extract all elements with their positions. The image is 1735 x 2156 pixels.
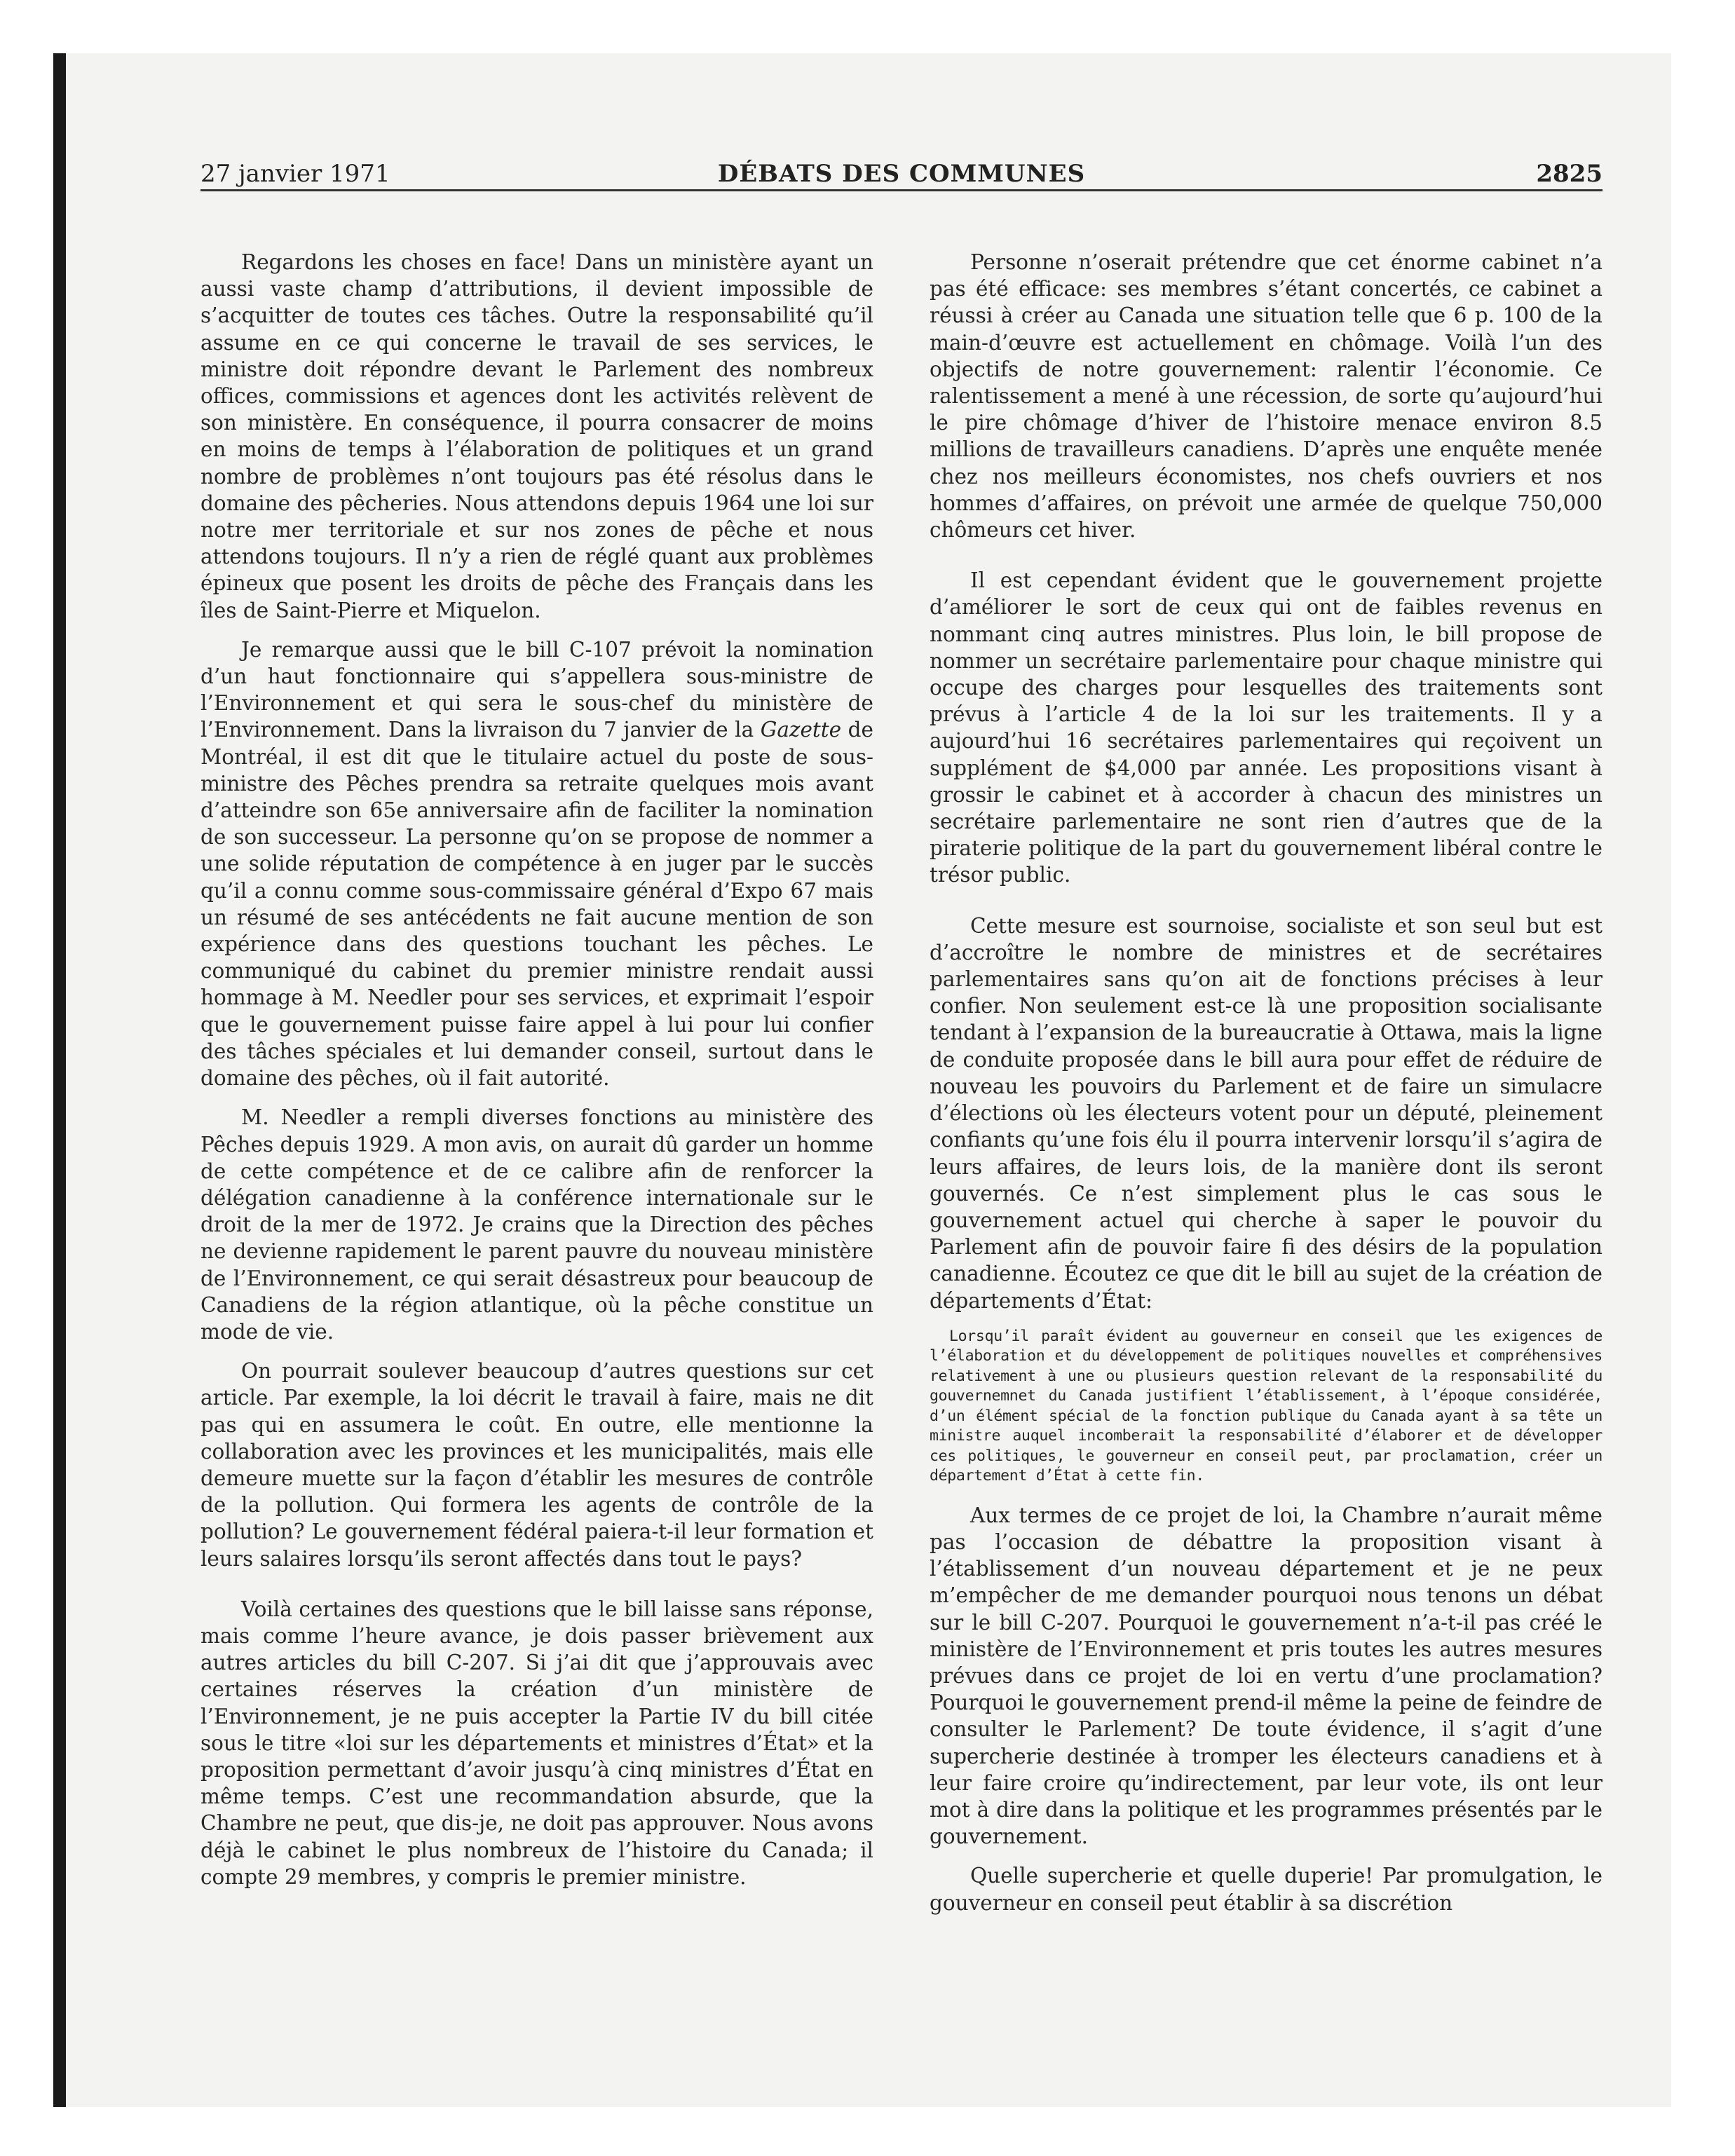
paragraph: Il est cependant évident que le gouvernement projette d’améliorer le sort de ceux qui ont de faibles revenus en nommant cinq autres ministres. Plus loin, le bill propose de nommer un secrétaire parlementaire pour chaque ministre qui occupe des charges pour lesquelles des traitements sont prévus à l’article 4 de la loi sur les traitements. Il y a aujourd’hui 16 secrétaires parlementaires qui reçoivent un supplément de $4,000 par année. Les propositions visant à grossir le cabinet et à accorder à chacun des ministres un secrétaire parlementaire ne sont rien d’autres que de la piraterie politique de la part du gouvernement libéral contre le trésor public. <box>930 568 1603 887</box>
left-column <box>200 249 873 1903</box>
header-rule <box>200 189 1603 191</box>
paragraph: Regardons les choses en face! Dans un ministère ayant un aussi vaste champ d’attributions, il devient impossible de s’acquitter de toutes ces tâches. Outre la responsabilité qu’il assume en ce qui concerne le travail de ses services, le ministre doit répondre devant le Parlement des nombreux offices, commissions et agences dont les activités relèvent de son ministère. En conséquence, il pourra consacrer de moins en moins de temps à l’élaboration de politiques et un grand nombre de problèmes n’ont toujours pas été résolus dans le domaine des pêcheries. Nous attendons depuis 1964 une loi sur notre mer territoriale et sur nos zones de pêche et nous attendons toujours. Il n’y a rien de réglé quant aux problèmes épineux que posent les droits de pêche des Français dans les îles de Saint-Pierre et Miquelon. <box>200 250 873 622</box>
header-title: DÉBATS DES COMMUNES <box>717 160 1086 188</box>
paragraph: Personne n’oserait prétendre que cet énorme cabinet n’a pas été efficace: ses membres s’étant concertés, ce cabinet a réussi à créer au Canada une situation telle que 6 p. 100 de la main-d’œuvre est actuellement en chômage. Voilà l’un des objectifs de notre gouvernement: ralentir l’économie. Ce ralentissement a mené à une récession, de sorte qu’aujourd’hui le pire chômage d’hiver de l’histoire menace environ 8.5 millions de travailleurs canadiens. D’après une enquête menée chez nos meilleurs économistes, nos chefs ouvriers et nos hommes d’affaires, on prévoit une armée de quelque 750,000 chômeurs cet hiver. <box>930 250 1603 543</box>
paragraph: Cette mesure est sournoise, socialiste et son seul but est d’accroître le nombre de ministres et de secrétaires parlementaires sans qu’on ait de fonctions précises à leur confier. Non seulement est-ce là une proposition socialisante tendant à l’expansion de la bureaucratie à Ottawa, mais la ligne de conduite proposée dans le bill aura pour effet de réduire de nouveau les pouvoirs du Parlement et de faire un simulacre d’élections où les électeurs votent pour un député, pleinement confiants qu’une fois élu il pourra intervenir lorsqu’il s’agira de leurs affaires, de leurs lois, de la manière dont ils seront gouvernés. Ce n’est simplement plus le cas sous le gouvernement actuel qui cherche à saper le pouvoir du Parlement afin de pouvoir faire fi des désirs de la population canadienne. Écoutez ce que dit le bill au sujet de la création de départements d’État: <box>930 913 1603 1313</box>
newspaper-title: Gazette <box>760 718 842 742</box>
header-date: 27 janvier 1971 <box>200 160 390 188</box>
paragraph: On pourrait soulever beaucoup d’autres questions sur cet article. Par exemple, la loi décrit le travail à faire, mais ne dit pas qui en assumera le coût. En outre, elle mentionne la collaboration avec les provinces et les municipalités, mais elle demeure muette sur la façon d’établir les mesures de contrôle de la pollution. Qui formera les agents de contrôle de la pollution? Le gouvernement fédéral paiera-t-il leur formation et leurs salaires lorsqu’ils seront affectés dans tout le pays? <box>200 1359 873 1571</box>
right-column <box>930 249 1603 1929</box>
scan-edge <box>53 53 66 2107</box>
paragraph: Voilà certaines des questions que le bill laisse sans réponse, mais comme l’heure avance, je dois passer brièvement aux autres articles du bill C-207. Si j’ai dit que j’approuvais avec certaines réserves la création d’un ministère de l’Environnement, je ne puis accepter la Partie IV du bill citée sous le titre «loi sur les départements et ministres d’État» et la proposition permettant d’avoir jusqu’à cinq ministres d’État en même temps. C’est une recommandation absurde, que la Chambre ne peut, que dis-je, ne doit pas approuver. Nous avons déjà le cabinet le plus nombreux de l’histoire du Canada; il compte 29 membres, y compris le premier ministre. <box>200 1597 873 1889</box>
paragraph: M. Needler a rempli diverses fonctions au ministère des Pêches depuis 1929. A mon avis, on aurait dû garder un homme de cette compétence et de ce calibre afin de renforcer la délégation canadienne à la conférence internationale sur le droit de la mer de 1972. Je crains que la Direction des pêches ne devienne rapidement le parent pauvre du nouveau ministère de l’Environnement, ce qui serait désastreux pour beaucoup de Canadiens de la région atlantique, où la pêche constitue un mode de vie. <box>200 1105 873 1344</box>
paragraph: Quelle supercherie et quelle duperie! Par promulgation, le gouverneur en conseil peut établir à sa discrétion <box>930 1864 1603 1915</box>
paragraph-text: de Montréal, il est dit que le titulaire actuel du poste de sous-ministre des Pêches prendra sa retraite quelques mois avant d’atteindre son 65e anniversaire afin de faciliter la nomination de son successeur. La personne qu’on se propose de nommer a une solide réputation de compétence à en juger par le succès qu’il a connu comme sous-commissaire général d’Expo 67 mais un résumé de ses antécédents ne fait aucune mention de son expérience dans des questions touchant les pêches. Le communiqué du cabinet du premier ministre rendait aussi hommage à M. Needler pour ses services, et exprimait l’espoir que le gouvernement puisse faire appel à lui pour lui confier des tâches spéciales et lui demander conseil, surtout dans le domaine des pêches, où il fait autorité. <box>200 718 873 1091</box>
page-number: 2825 <box>1536 160 1603 188</box>
paragraph-text: Je remarque aussi que le bill C-107 prévoit la nomination d’un haut fonctionnaire qui s’appellera sous-ministre de l’Environnement et qui sera le sous-chef du ministère de l’Environnement. Dans la livraison du 7 janvier de la <box>200 637 873 742</box>
bill-quotation: Lorsqu’il paraît évident au gouverneur en conseil que les exigences de l’élaboration et du développement de politiques nouvelles et compréhensives relativement à une ou plusieurs question relevant de la responsabilité du gouvernemnet du Canada justifient l’établissement, à l’époque considérée, d’un élément spécial de la fonction publique du Canada ayant à sa tête un ministre auquel incomberait la responsabilité d’élaborer et de développer ces politiques, le gouverneur en conseil peut, par proclamation, créer un département d’État à cette fin. <box>930 1327 1603 1485</box>
paragraph: Aux termes de ce projet de loi, la Chambre n’aurait même pas l’occasion de débattre la proposition visant à l’établissement d’un nouveau département et je ne peux m’empêcher de me demander pourquoi nous tenons un débat sur le bill C-207. Pourquoi le gouvernement n’a-t-il pas créé le ministère de l’Environnement et pris toutes les autres mesures prévues dans ce projet de loi en vertu d’une proclamation? Pourquoi le gouvernement prend-il même la peine de feindre de consulter le Parlement? De toute évidence, il s’agit d’une supercherie destinée à tromper les électeurs canadiens et à leur faire croire qu’indirectement, par leur vote, ils ont leur mot à dire dans la politique et les programmes présentés par le gouvernement. <box>930 1503 1603 1849</box>
paragraph <box>200 636 873 1091</box>
page-header <box>200 160 1603 192</box>
